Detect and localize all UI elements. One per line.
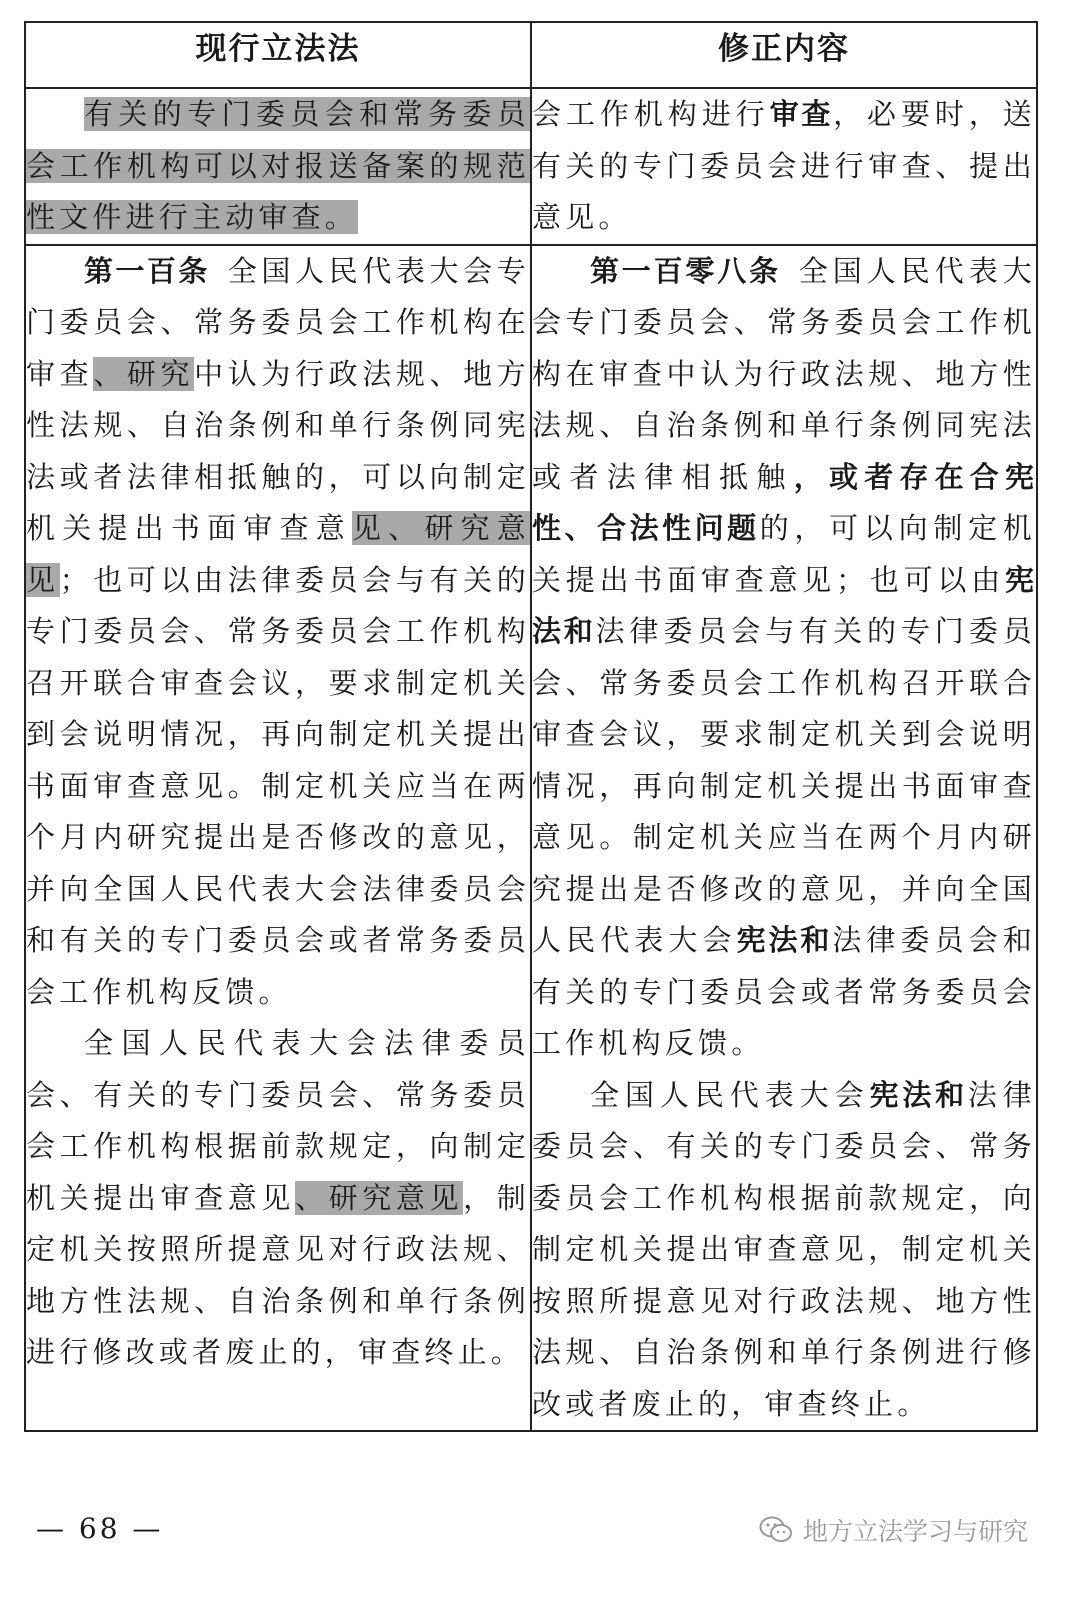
text-segment: 会工作机构进行 <box>532 97 770 131</box>
highlighted-text: 见、研究意见 <box>26 511 530 597</box>
bold-text: 审查 <box>769 97 834 131</box>
paragraph <box>26 246 530 1019</box>
amendment-cell <box>531 88 1037 245</box>
header-amendment: 修正内容 <box>531 22 1037 88</box>
highlighted-text: 有关的专门委员会和常务委员会工作机构可以对报送备案的规范性文件进行主动审查。 <box>26 97 530 234</box>
page-number: — 68 — <box>36 1512 164 1545</box>
amendment-cell <box>531 245 1037 1432</box>
paragraph <box>532 1070 1036 1431</box>
bold-text: 宪法和 <box>736 923 833 957</box>
header-row <box>25 22 1037 88</box>
text-segment: ；也可以由法律委员会与有关的专门委员会、常务委员会工作机构召开联合审查会议，要求制定机关到会说明情况，再向制定机关提出书面审查意见。制定机关应当在两个月内研究提出是否修改的意见，并向全国人民代表大会法律委员会和有关的专门委员会或者常务委员会工作机构反馈。 <box>26 562 530 1009</box>
bold-text: ，或者存在合宪性、合法性问题 <box>532 459 1036 545</box>
table-row <box>25 245 1037 1432</box>
paragraph <box>26 1018 530 1379</box>
text-segment: 的，可以向制定机关提出书面审查意见；也可以由 <box>532 511 1036 597</box>
watermark <box>759 1512 1028 1548</box>
text-segment: 全国人民代表大会法律委员会、有关的专门委员会、常务委员会工作机构根据前款规定，向制定机关提出审查意见 <box>26 1026 530 1215</box>
current-law-cell <box>25 245 531 1432</box>
highlighted-text: 、研究 <box>93 356 195 391</box>
header-current-law: 现行立法法 <box>25 22 531 88</box>
bold-text: 宪法和 <box>869 1077 968 1112</box>
article-number: 第一百条 <box>84 253 210 288</box>
table-row <box>25 88 1037 245</box>
article-number: 第一百零八条 <box>590 253 781 288</box>
paragraph <box>26 89 530 244</box>
text-segment: 法律委员会和有关的专门委员会或者常务委员会工作机构反馈。 <box>532 923 1036 1060</box>
text-segment: 全国人民代表大会专门委员会、常务委员会工作机构在审查 <box>26 253 530 391</box>
watermark-text: 地方立法学习与研究 <box>802 1517 1028 1546</box>
text-segment: ，制定机关按照所提意见对行政法规、地方性法规、自治条例和单行条例进行修改或者废止的，审查终止。 <box>26 1180 530 1369</box>
text-segment: ，必要时，送有关的专门委员会进行审查、提出意见。 <box>532 97 1036 234</box>
text-segment: 中认为行政法规、地方性法规、自治条例和单行条例同宪法或者法律相抵触的，可以向制定机关提出书面审查意 <box>26 356 530 545</box>
current-law-cell <box>25 88 531 245</box>
text-segment: 全国人民代表大会专门委员会、常务委员会工作机构在审查中认为行政法规、地方性法规、自治条例和单行条例同宪法或者法律相抵触 <box>532 253 1036 494</box>
highlighted-text: 、研究意见 <box>295 1180 464 1215</box>
text-segment: 法律委员会与有关的专门委员会、常务委员会工作机构召开联合审查会议，要求制定机关到会说明情况，再向制定机关提出书面审查意见。制定机关应当在两个月内研究提出是否修改的意见，并向全国人民代表大会 <box>532 614 1036 957</box>
text-segment: 全国人民代表大会 <box>590 1077 870 1112</box>
comparison-table <box>24 21 1038 1432</box>
paragraph <box>532 89 1036 244</box>
text-segment: 法律委员会、有关的专门委员会、常务委员会工作机构根据前款规定，向制定机关提出审查意见，制定机关按照所提意见对行政法规、地方性法规、自治条例和单行条例进行修改或者废止的，审查终止。 <box>532 1077 1036 1421</box>
bold-text: 宪法和 <box>532 562 1036 648</box>
wechat-icon <box>759 1516 793 1544</box>
paragraph <box>532 246 1036 1070</box>
